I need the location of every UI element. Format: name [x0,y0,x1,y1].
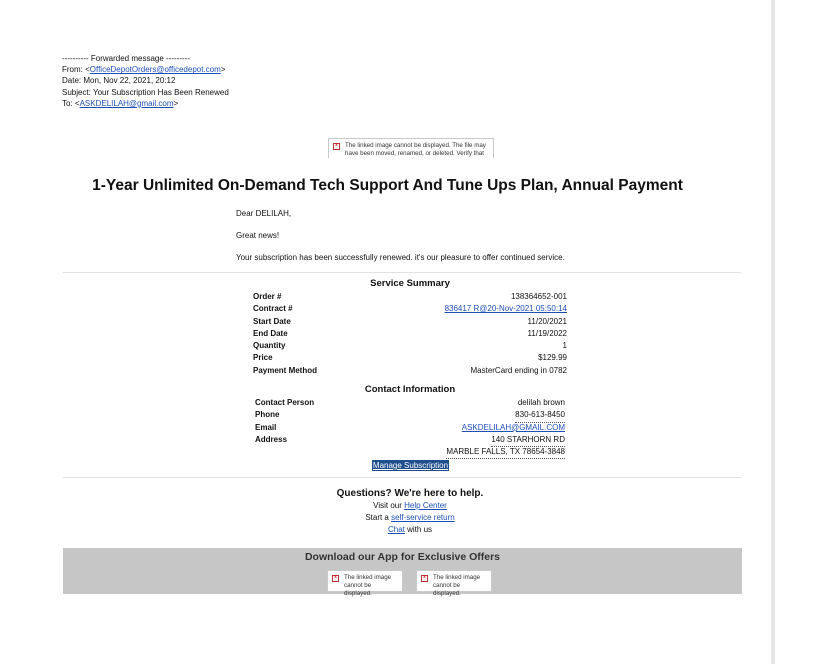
self-service-return-link[interactable]: self-service return [391,513,455,522]
to-close: > [173,98,179,108]
help-return-line [0,513,820,522]
broken-app-store-image[interactable] [327,570,403,597]
broken-image-icon: × [422,575,427,581]
contract-link[interactable]: 836417 R@20-Nov-2021 05:50:14 [444,304,567,314]
summary-row-contract [253,303,567,315]
summary-row-payment [253,365,567,377]
to-label: To: < [62,98,80,108]
forwarded-header [62,53,229,109]
app-download-banner [63,548,742,597]
date-line: Date: Mon, Nov 22, 2021, 20:12 [62,76,176,86]
contact-row-address-2 [255,446,565,458]
service-summary-table [253,291,567,377]
contact-row-address [255,434,565,446]
summary-row-price [253,352,567,364]
service-summary-title: Service Summary [370,278,450,289]
quantity-value: 1 [562,341,567,351]
contact-person-value: delilah brown [517,398,565,407]
chat-link[interactable]: Chat [387,525,405,534]
chat-suffix: with us [404,525,433,534]
summary-row-quantity [253,340,567,352]
to-email-link[interactable]: ASKDELILAH@gmail.com [79,98,174,108]
help-chat-line [0,525,820,534]
contact-row-person [255,397,565,409]
email-label: Email [255,422,277,432]
from-email-link[interactable]: OfficeDepotOrders@officedepot.com [89,65,221,75]
payment-value: MasterCard ending in 0782 [470,365,567,375]
contact-person-label: Contact Person [255,398,315,407]
contact-info-table [255,397,565,458]
contact-row-email [255,422,565,434]
broken-image-icon: × [333,575,338,581]
app-banner-title: Download our App for Exclusive Offers [304,551,501,563]
broken-image-text: The linked image cannot be displayed. [344,574,392,597]
summary-row-end-date [253,328,567,340]
start-date-label: Start Date [253,316,291,326]
contact-info-title: Contact Information [364,384,456,395]
from-line [62,64,229,75]
broken-image-text: The linked image cannot be displayed. [433,574,481,597]
from-close: > [220,65,226,75]
visit-prefix: Visit our [373,501,405,510]
subject-line: Subject: Your Subscription Has Been Renewed [62,87,229,97]
broken-image-text: The linked image cannot be displayed. The file may have been moved, renamed, or deleted. Verify that [345,142,486,157]
manage-subscription-button[interactable]: Manage Subscription [372,461,449,470]
forwarded-line: ---------- Forwarded message --------- [62,54,190,63]
broken-image-icon: × [334,143,339,149]
address-label: Address [255,434,288,444]
broken-logo-image [328,138,494,158]
great-news: Great news! [236,231,280,240]
phone-label: Phone [255,410,280,420]
end-date-label: End Date [253,328,288,338]
summary-row-order [253,291,567,303]
from-label: From: < [62,65,90,75]
page-title: 1-Year Unlimited On-Demand Tech Support And Tune Ups Plan, Annual Payment [92,177,683,194]
divider [63,272,741,273]
contract-label: Contract # [253,304,293,314]
scrollbar[interactable] [771,0,775,664]
address-line-1[interactable]: 140 STARHORN RD [491,434,565,447]
renewal-message: Your subscription has been successfully renewed. it's our pleasure to offer continued service. [236,253,565,262]
email-link[interactable]: ASKDELILAH@GMAIL.COM [461,422,565,432]
broken-play-store-image[interactable] [416,570,492,597]
order-label: Order # [253,292,282,301]
start-prefix: Start a [365,513,392,522]
help-center-link[interactable]: Help Center [404,501,447,510]
summary-row-start-date [253,316,567,328]
help-title: Questions? We're here to help. [336,488,484,499]
price-label: Price [253,353,273,363]
contact-row-phone [255,409,565,421]
phone-value[interactable]: 830-613-8450 [515,409,565,422]
end-date-value: 11/19/2022 [527,328,567,338]
quantity-label: Quantity [253,341,286,351]
payment-label: Payment Method [253,365,318,375]
address-line-2[interactable]: MARBLE FALLS, TX 78654-3848 [446,446,565,459]
greeting: Dear DELILAH, [236,209,292,218]
to-line [62,98,229,109]
help-visit-line [0,501,820,510]
price-value: $129.99 [538,353,567,363]
divider-2 [63,477,741,478]
order-value: 138364652-001 [510,292,567,301]
start-date-value: 11/20/2021 [527,316,567,326]
